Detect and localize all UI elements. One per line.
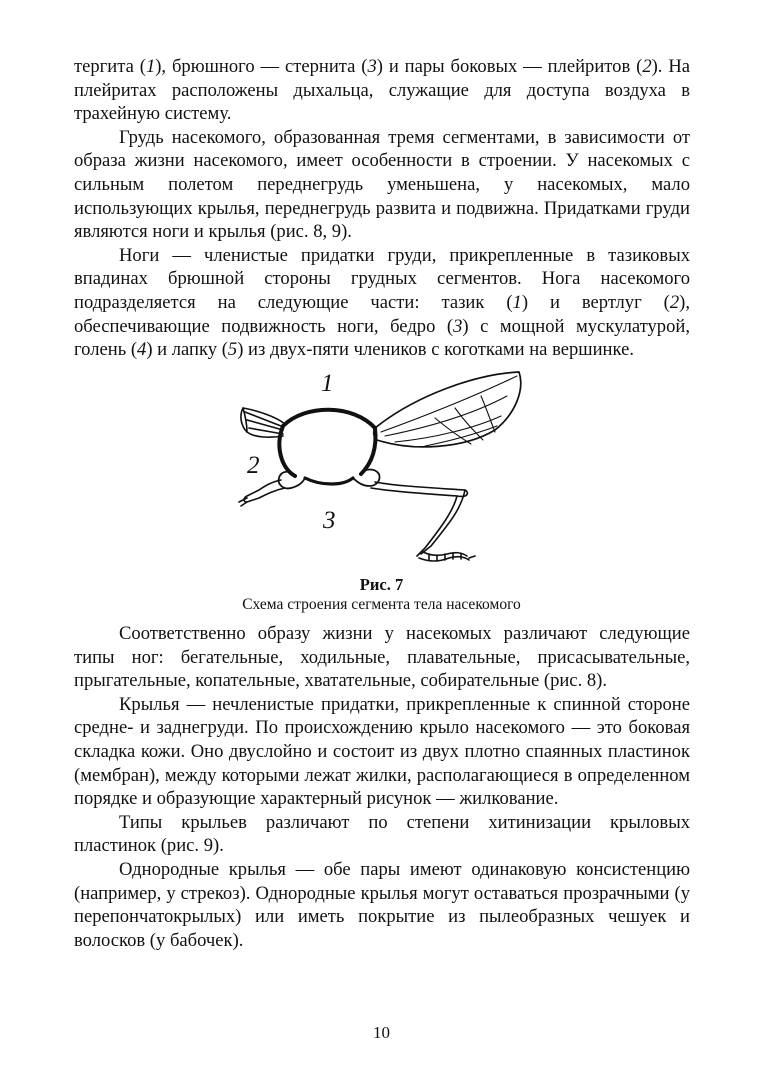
- segment-diagram: [225, 366, 535, 571]
- figure-insect-segment: [225, 366, 535, 571]
- right-wing: [374, 372, 521, 447]
- paragraph: Соответственно образу жизни у насекомых различают следующие типы ног: бегательные, ходильные, плавательные, присасывательные, прыгательные, копательные, хватательные, собирательные (рис. 8).: [74, 623, 690, 692]
- paragraph: Ноги — членистые придатки груди, прикрепленные в тазиковых впадинах брюшной стороны грудных сегментов. Нога насекомого подразделяется на следующие части: тазик (1) и вертлуг (2), обеспечивающие подвижность ноги, бедро (3) с мощной мускулатурой, голень (4) и лапку (5) из двух-пяти члеников с коготками на вершинке.: [74, 244, 690, 361]
- figure-label-sternite: 3: [323, 507, 336, 534]
- paragraph: Грудь насекомого, образованная тремя сегментами, в зависимости от образа жизни насекомого, имеет особенности в строении. У насекомых с сильным полетом переднегрудь уменьшена, у насекомых, мало использующих крылья, переднегрудь развита и подвижна. Придатками груди являются ноги и крылья (рис. 8, 9).: [74, 126, 690, 243]
- figure-caption: Схема строения сегмента тела насекомого: [242, 596, 521, 613]
- paragraph: тергита (1), брюшного — стернита (3) и пары боковых — плейритов (2). На плейритах расположены дыхальца, служащие для доступа воздуха в трахейную систему.: [74, 56, 691, 125]
- paragraph: Однородные крылья — обе пары имеют одинаковую консистенцию (например, у стрекоз). Однородные крылья могут оставаться прозрачными (у перепончатокрылых) или иметь покрытие из пылеобразных чешуек и волосков (у бабочек).: [74, 858, 690, 951]
- figure-label-tergite: 1: [321, 370, 334, 397]
- figure-title: Рис. 7: [359, 575, 404, 594]
- right-leg: [371, 482, 475, 561]
- page-number: 10: [373, 1023, 390, 1042]
- left-wing-stub: [241, 408, 285, 437]
- left-leg: [239, 480, 285, 506]
- figure-label-pleurite: 2: [247, 452, 260, 479]
- text-block-bottom: [74, 622, 690, 952]
- paragraph: Типы крыльев различают по степени хитинизации крыловых пластинок (рис. 9).: [74, 811, 690, 857]
- text-block-top: [74, 55, 690, 362]
- paragraph: Крылья — нечленистые придатки, прикрепленные к спинной стороне средне- и заднегруди. По происхождению крыло насекомого — это боковая складка кожи. Оно двуслойно и состоит из двух плотно спаянных пластинок (мембран), между которыми лежат жилки, располагающиеся в определенном порядке и образующие характерный рисунок — жилкование.: [74, 693, 690, 810]
